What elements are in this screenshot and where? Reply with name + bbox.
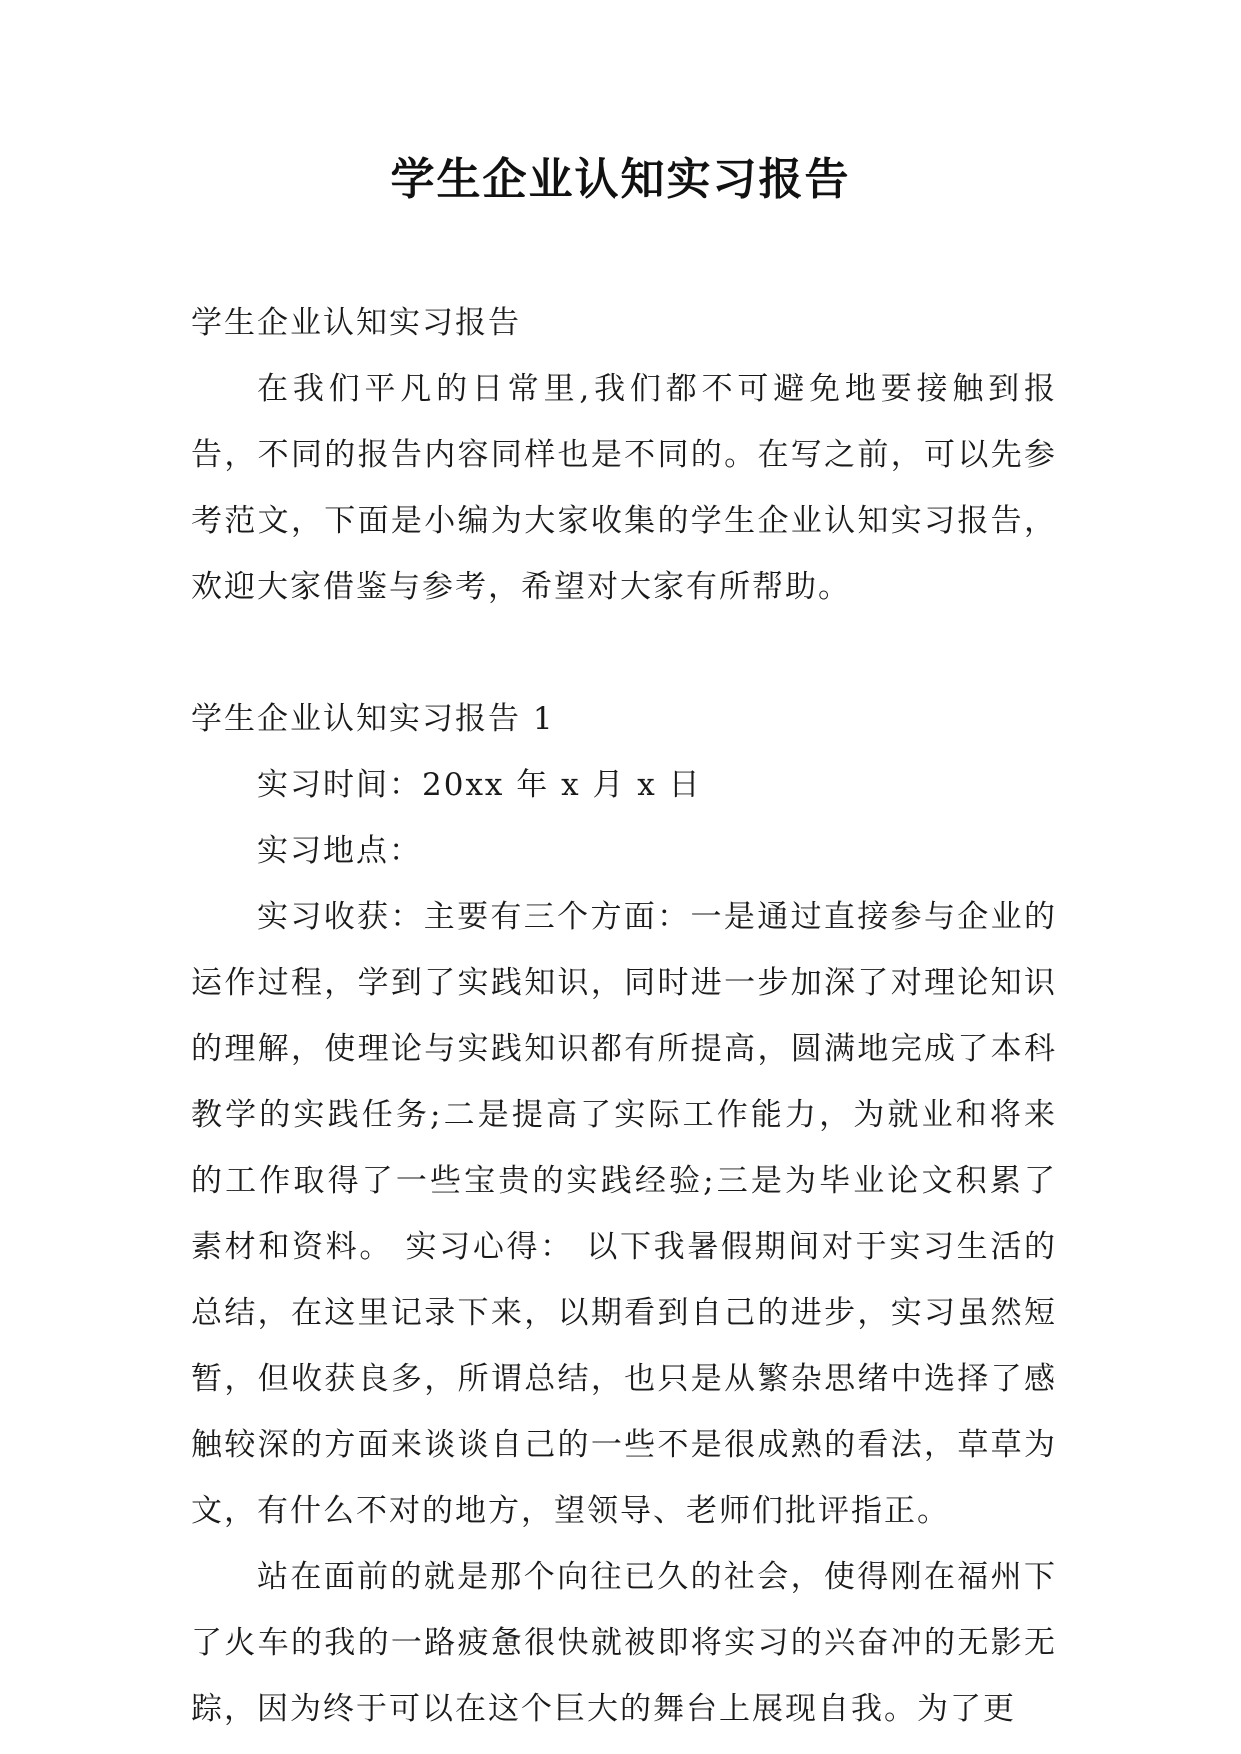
document-subtitle: 学生企业认知实习报告 xyxy=(191,305,521,341)
society-paragraph: 站在面前的就是那个向往已久的社会，使得刚在福州下了火车的我的一路疲惫很快就被即将实习的兴奋冲的无影无踪，因为终于可以在这个巨大的舞台上展现自我。为了更 xyxy=(191,1559,1057,1727)
internship-place: 实习地点： xyxy=(257,833,422,869)
section-heading: 学生企业认知实习报告 1 xyxy=(191,701,555,737)
intro-paragraph: 在我们平凡的日常里,我们都不可避免地要接触到报告，不同的报告内容同样也是不同的。在写之前，可以先参考范文，下面是小编为大家收集的学生企业认知实习报告，欢迎大家借鉴与参考，希望对大家有所帮助。 xyxy=(191,371,1057,605)
paragraph-spacer xyxy=(191,620,1057,686)
internship-time: 实习时间：20xx 年 x 月 x 日 xyxy=(257,767,702,803)
document-title: 学生企业认知实习报告 xyxy=(390,154,851,205)
internship-gains-paragraph: 实习收获：主要有三个方面：一是通过直接参与企业的运作过程，学到了实践知识，同时进一步加深了对理论知识的理解，使理论与实践知识都有所提高，圆满地完成了本科教学的实践任务;二是提高了实际工作能力，为就业和将来的工作取得了一些宝贵的实践经验;三是为毕业论文积累了素材和资料。 实习心得： 以下我暑假期间对于实习生活的总结，在这里记录下来，以期看到自己的进步，实习虽然短暂，但收获良多，所谓总结，也只是从繁杂思绪中选择了感触较深的方面来谈谈自己的一些不是很成熟的看法，草草为文，有什么不对的地方，望领导、老师们批评指正。 xyxy=(191,899,1057,1529)
document-body xyxy=(191,290,1057,1742)
